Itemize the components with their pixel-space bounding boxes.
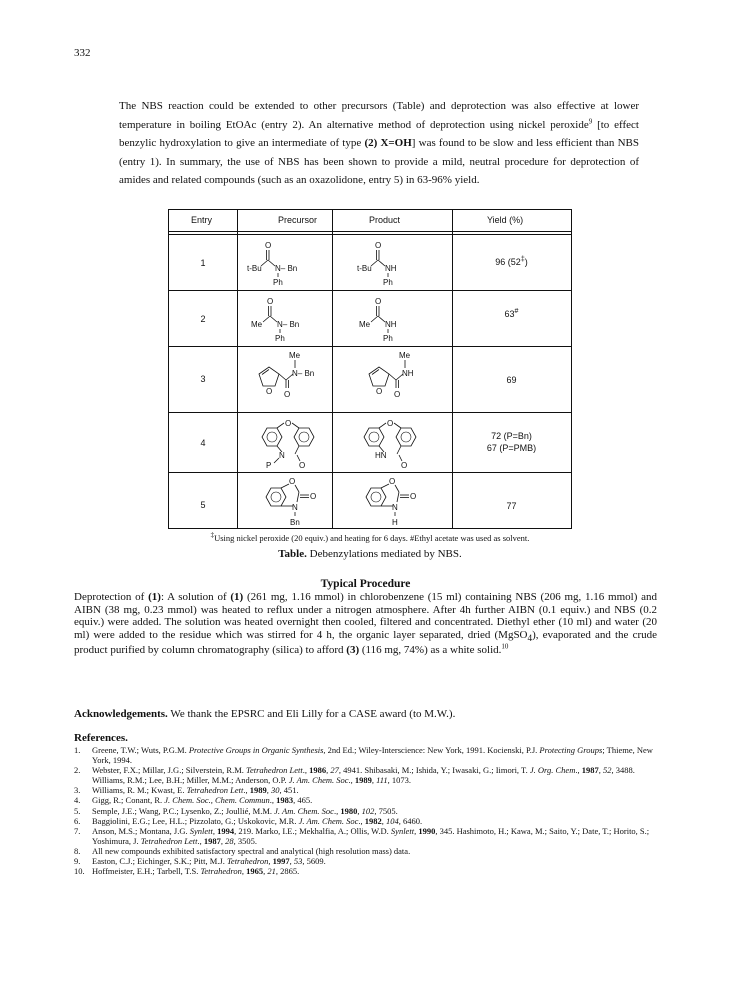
structure-precursor bbox=[259, 474, 331, 528]
reference-text: Williams, R. M.; Kwast, E. bbox=[92, 785, 187, 796]
substituent-label: P bbox=[266, 461, 272, 470]
header-product: Product bbox=[369, 215, 401, 225]
reference-text: Baggiolini, E.G.; Lee, H.L.; Pizzolato, G.; Uskokovic, M.R. bbox=[92, 815, 299, 826]
footnote-text: Using nickel peroxide (20 equiv.) and heating for 6 days. #Ethyl acetate was used as solvent. bbox=[214, 533, 530, 543]
structure-product bbox=[357, 236, 427, 288]
reference-text: Tetrahedron Lett bbox=[246, 765, 303, 776]
header-yield: Yield (%) bbox=[487, 215, 524, 225]
header-entry: Entry bbox=[191, 215, 213, 225]
reference-item bbox=[74, 816, 657, 826]
benzene-ring bbox=[294, 428, 314, 446]
reference-text: 1980 bbox=[340, 805, 358, 816]
reference-text: 1987 bbox=[203, 835, 221, 846]
substituent-label: Ph bbox=[383, 334, 393, 343]
reference-text: 1982 bbox=[364, 815, 382, 826]
reference-number: 4. bbox=[74, 795, 81, 806]
reference-text: Hoffmeister, E.H.; Tarbell, T.S. bbox=[92, 866, 201, 877]
reference-text: Tetrahedron bbox=[200, 866, 242, 877]
footnote-mark: ‡ bbox=[210, 531, 215, 540]
structure-precursor bbox=[251, 292, 327, 344]
reference-number: 2. bbox=[74, 765, 81, 776]
reference-text: Webster, F.X.; Millar, J.G.; Silverstein, R.M. bbox=[92, 765, 247, 776]
substituent-label: Me bbox=[251, 320, 263, 329]
table-row bbox=[169, 412, 571, 473]
reference-text: 30 bbox=[270, 785, 280, 796]
reference-text: , bbox=[357, 805, 362, 816]
reference-text: , bbox=[371, 775, 377, 786]
citation: 10 bbox=[501, 642, 509, 651]
subscript: 4 bbox=[527, 632, 533, 643]
atom-label: H bbox=[392, 518, 398, 527]
compound-ref: (1) bbox=[230, 591, 244, 603]
reference-text: Gigg, R.; Conant, R. bbox=[92, 795, 165, 806]
reference-text: Tetrahedron Lett bbox=[186, 785, 244, 796]
reference-text: , bbox=[220, 835, 226, 846]
benzene-ring bbox=[396, 428, 416, 446]
reference-text: ., bbox=[269, 795, 277, 806]
reference-text: , 2nd Ed.; Wiley-Interscience: New York, 1991. Kocienski, P.J. bbox=[323, 745, 540, 755]
table-footnote bbox=[168, 533, 572, 543]
yield-value: 63 bbox=[504, 309, 515, 319]
reference-text: , 4941. Shibasaki, M.; Ishida, Y.; Iwasaki, G.; Iimori, T. bbox=[338, 765, 530, 776]
atom-label: N– Bn bbox=[292, 369, 315, 378]
row-yield bbox=[452, 430, 571, 454]
atom-label: N– Bn bbox=[275, 264, 298, 273]
page-number: 332 bbox=[74, 47, 91, 59]
atom-label: O bbox=[310, 492, 317, 501]
reference-item bbox=[74, 806, 657, 816]
row-yield bbox=[452, 256, 571, 268]
reference-text: Anson, M.S.; Montana, J.G. bbox=[92, 825, 190, 836]
reference-item bbox=[74, 866, 657, 876]
intro-compound: (2) X=OH bbox=[364, 137, 412, 149]
atom-label: O bbox=[394, 390, 401, 399]
reference-text: , bbox=[326, 765, 331, 776]
atom-label: HN bbox=[375, 451, 387, 460]
table-header bbox=[169, 210, 571, 232]
reference-item bbox=[74, 745, 657, 765]
reference-text: Synlett bbox=[189, 825, 213, 836]
reference-text: Synlett bbox=[390, 825, 415, 836]
row-entry: 1 bbox=[200, 258, 206, 268]
benzene-ring bbox=[366, 488, 386, 506]
benzene-ring bbox=[262, 428, 282, 446]
reference-text: , bbox=[414, 825, 419, 836]
atom-label: O bbox=[375, 297, 382, 306]
reference-item bbox=[74, 785, 657, 795]
yield-value: 96 (52 bbox=[495, 257, 521, 267]
reference-text: 1989 bbox=[249, 785, 267, 796]
caption-text: Debenzylations mediated by NBS. bbox=[306, 548, 462, 560]
references-list bbox=[74, 745, 657, 876]
reference-text: Protecting Groups bbox=[539, 745, 603, 755]
reference-text: ; Thieme, New York, 1994. bbox=[92, 745, 653, 766]
reference-text: , bbox=[263, 866, 268, 877]
yield-mark: # bbox=[514, 308, 519, 315]
atom-label: O bbox=[410, 492, 417, 501]
yield-mark: ‡ bbox=[520, 256, 525, 263]
debenzylation-table bbox=[168, 209, 572, 529]
reference-number: 10. bbox=[74, 866, 85, 877]
reference-text: 1965 bbox=[246, 866, 264, 877]
substituent-label: Ph bbox=[383, 278, 393, 287]
table-caption bbox=[168, 548, 572, 560]
substituent-label: Me bbox=[289, 351, 301, 360]
yield-value-2: 67 (P=PMB) bbox=[486, 443, 537, 453]
reference-text: Easton, C.J.; Eichinger, S.K.; Pitt, M.J. bbox=[92, 856, 227, 867]
reference-text: , 6460. bbox=[398, 815, 423, 826]
row-entry: 2 bbox=[200, 314, 206, 324]
reference-text: J. Org. Chem bbox=[529, 765, 576, 776]
procedure-paragraph bbox=[74, 591, 657, 657]
atom-label: O bbox=[267, 297, 274, 306]
reference-text: Tetrahedron bbox=[226, 856, 269, 867]
atom-label: O bbox=[389, 477, 396, 486]
atom-label: NH bbox=[402, 369, 414, 378]
ack-title: Acknowledgements. bbox=[74, 708, 168, 720]
reference-text: ., bbox=[197, 835, 204, 846]
row-entry: 3 bbox=[200, 374, 206, 384]
reference-item bbox=[74, 795, 657, 805]
reference-text: , 1073. bbox=[387, 775, 412, 786]
reference-text: Tetrahedron Lett bbox=[140, 835, 198, 846]
table-row bbox=[169, 290, 571, 347]
atom-label: O bbox=[284, 390, 291, 399]
yield-value: 72 (P=Bn) bbox=[491, 431, 532, 441]
reference-text: , 465. bbox=[293, 795, 313, 806]
reference-text: Greene, T.W.; Wuts, P.G.M. bbox=[92, 745, 189, 755]
reference-number: 6. bbox=[74, 815, 81, 826]
atom-label: O bbox=[387, 419, 394, 428]
reference-text: 1987 bbox=[581, 765, 599, 776]
procedure-text: (261 mg, 1.16 mmol) in chlorobenzene (15 ml) containing NBS (206 mg, 1.16 mmol) and AIBN (38 mg, 0.23 mmol) was heated to reflux under a nitrogen atmosphere. After 4h further AIBN (0.1 equiv.) and NBS (0.2 equiv.) were added. The solution was heated overnight then cooled, filtered and concentrated. Diethyl ether (10 ml) and water (20 ml) were added to the residue which was stirred for 4 h, the organic layer separated, dried (MgSO bbox=[74, 591, 657, 641]
yield-value: 69 bbox=[506, 375, 517, 385]
reference-number: 1. bbox=[74, 745, 81, 755]
table-row bbox=[169, 346, 571, 413]
reference-text: , bbox=[212, 825, 218, 836]
reference-text: , 345. Hashimoto, H.; Kawa, M.; Saito, Y.; Date, T.; Horito, S.; Yoshimura, J. bbox=[92, 825, 650, 846]
structure-product bbox=[357, 414, 433, 470]
procedure-text: (116 mg, 74%) as a white solid. bbox=[359, 644, 502, 657]
row-yield bbox=[452, 308, 571, 320]
reference-number: 8. bbox=[74, 845, 81, 856]
reference-text: , 3505. bbox=[233, 835, 257, 846]
benzene-ring bbox=[364, 428, 384, 446]
structure-product bbox=[363, 350, 429, 410]
reference-text: ., bbox=[243, 785, 250, 796]
atom-label: O bbox=[375, 241, 382, 250]
reference-item bbox=[74, 826, 657, 846]
reference-text: , bbox=[241, 866, 247, 877]
reference-text: J. Am. Chem. Soc bbox=[288, 775, 349, 786]
reference-text: , 3488. Williams, R.M.; Lee, B.H.; Miller, M.M.; Anderson, O.P. bbox=[92, 765, 635, 786]
reference-number: 7. bbox=[74, 825, 81, 836]
reference-text: All new compounds exhibited satisfactory spectral and analytical (high resolution mass) data. bbox=[92, 845, 411, 856]
reference-text: , 2865. bbox=[275, 866, 300, 877]
reference-text: 1986 bbox=[309, 765, 327, 776]
reference-item bbox=[74, 856, 657, 866]
structure-product bbox=[359, 292, 425, 344]
row-entry: 4 bbox=[200, 438, 206, 448]
substituent-label: Ph bbox=[273, 278, 283, 287]
reference-text: J. Am. Chem. Soc bbox=[274, 805, 334, 816]
reference-text: 21 bbox=[267, 866, 276, 877]
intro-text-2: [to effect benzylic hydroxylation to give an intermediate of type bbox=[119, 118, 639, 149]
reference-text: , 219. Marko, I.E.; Mekhalfia, A.; Ollis, W.D. bbox=[234, 825, 391, 836]
references-title: References. bbox=[74, 732, 128, 744]
atom-label: O bbox=[376, 387, 383, 396]
reference-text: J. Am. Chem. Soc bbox=[298, 815, 359, 826]
atom-label: O bbox=[289, 477, 296, 486]
yield-value: 77 bbox=[506, 501, 517, 511]
intro-citation: 9 bbox=[588, 116, 593, 125]
atom-label: O bbox=[285, 419, 292, 428]
intro-text-1: The NBS reaction could be extended to other precursors (Table) and deprotection was also effective at lower temperature in boiling EtOAc (entry 2). An alternative method of deprotection using nickel peroxide bbox=[119, 100, 639, 131]
reference-text: , bbox=[289, 856, 294, 867]
atom-label: O bbox=[266, 387, 273, 396]
atom-label: O bbox=[265, 241, 272, 250]
structure-product bbox=[359, 474, 431, 528]
row-entry: 5 bbox=[200, 500, 206, 510]
reference-text: 28 bbox=[225, 835, 234, 846]
structure-precursor bbox=[247, 236, 327, 288]
reference-text: 53 bbox=[293, 856, 303, 867]
reference-text: 52 bbox=[602, 765, 612, 776]
yield-close: ) bbox=[524, 257, 528, 267]
atom-label: O bbox=[299, 461, 306, 470]
reference-text: 1997 bbox=[272, 856, 290, 867]
reference-text: Protective Groups in Organic Synthesis bbox=[188, 745, 324, 755]
reference-text: 102 bbox=[361, 805, 375, 816]
acknowledgements bbox=[74, 708, 657, 720]
intro-paragraph bbox=[119, 97, 639, 190]
row-yield bbox=[452, 374, 571, 386]
substituent-label: t-Bu bbox=[357, 264, 372, 273]
reference-text: Semple, J.E.; Wang, P.C.; Lysenko, Z.; Joullié, M.M. bbox=[92, 805, 275, 816]
atom-label: O bbox=[401, 461, 408, 470]
reference-text: ., bbox=[358, 815, 365, 826]
reference-text: 1989 bbox=[354, 775, 372, 786]
atom-label: N bbox=[279, 451, 285, 460]
reference-text: 1994 bbox=[217, 825, 235, 836]
reference-text: J. Chem. Soc., Chem. Commun bbox=[164, 795, 270, 806]
table-row bbox=[169, 234, 571, 291]
substituent-label: Me bbox=[399, 351, 411, 360]
row-yield bbox=[452, 500, 571, 512]
atom-label: N bbox=[292, 503, 298, 512]
ack-text: We thank the EPSRC and Eli Lilly for a CASE award (to M.W.). bbox=[167, 708, 456, 720]
header-precursor: Precursor bbox=[278, 215, 318, 225]
reference-text: , bbox=[268, 856, 273, 867]
reference-text: , 451. bbox=[279, 785, 299, 796]
procedure-text: ), evaporated and the crude product purified by column chromatography (silica) to afford bbox=[74, 628, 657, 657]
reference-number: 5. bbox=[74, 805, 81, 816]
caption-label: Table. bbox=[278, 548, 307, 560]
structure-precursor bbox=[253, 350, 329, 410]
reference-text: ., bbox=[348, 775, 355, 786]
reference-text: , bbox=[381, 815, 387, 826]
reference-text: 1990 bbox=[418, 825, 436, 836]
structure-precursor bbox=[255, 414, 331, 470]
reference-number: 9. bbox=[74, 856, 81, 867]
substituent-label: Bn bbox=[290, 518, 300, 527]
reference-text: 27 bbox=[330, 765, 339, 776]
table-row bbox=[169, 472, 571, 528]
compound-ref: (3) bbox=[346, 644, 360, 657]
reference-text: ., bbox=[333, 805, 341, 816]
reference-text: , bbox=[266, 785, 271, 796]
intro-text-3: ] was found to be slow and less efficient than NBS (entry 1). In summary, the use of NBS has been shown to provide a mild, neutral procedure for deprotection of amides and related compounds (such as an oxazolidone, entry 5) in 63-96% yield. bbox=[119, 137, 639, 186]
reference-text: 1983 bbox=[276, 795, 294, 806]
reference-text: , bbox=[598, 765, 603, 776]
procedure-text: Deprotection of bbox=[74, 591, 149, 603]
reference-number: 3. bbox=[74, 785, 81, 796]
substituent-label: Me bbox=[359, 320, 371, 329]
reference-text: ., bbox=[302, 765, 310, 776]
reference-text: , 5609. bbox=[302, 856, 326, 867]
procedure-text: : A solution of bbox=[160, 591, 231, 603]
substituent-label: Ph bbox=[275, 334, 285, 343]
atom-label: NH bbox=[385, 320, 397, 329]
reference-text: , 7505. bbox=[374, 805, 398, 816]
benzene-ring bbox=[266, 488, 286, 506]
reference-text: 111 bbox=[376, 775, 388, 786]
reference-item bbox=[74, 765, 657, 785]
procedure-title: Typical Procedure bbox=[320, 578, 411, 590]
atom-label: N bbox=[392, 503, 398, 512]
reference-text: 104 bbox=[386, 815, 399, 826]
reference-item bbox=[74, 846, 657, 856]
reference-text: ., bbox=[575, 765, 582, 776]
substituent-label: t-Bu bbox=[247, 264, 262, 273]
atom-label: N– Bn bbox=[277, 320, 300, 329]
atom-label: NH bbox=[385, 264, 397, 273]
compound-ref: (1) bbox=[148, 591, 161, 603]
